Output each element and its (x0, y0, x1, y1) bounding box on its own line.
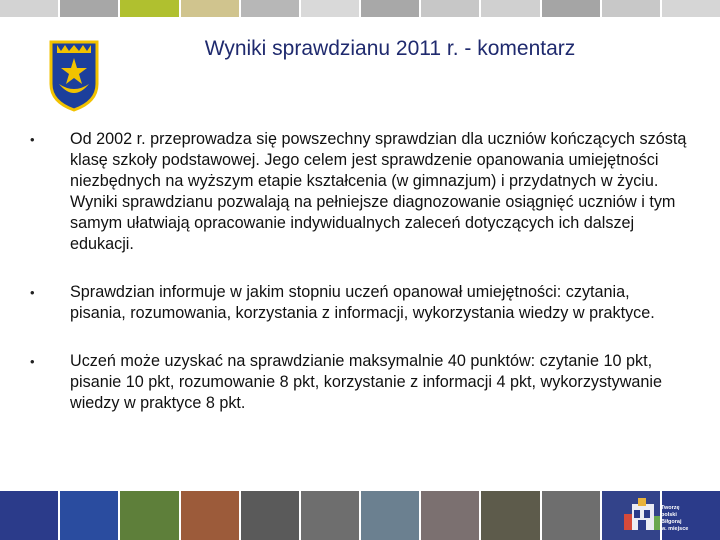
bullet-text: Sprawdzian informuje w jakim stopniu uczeń opanował umiejętności: czytania, pisania, rozumowania, korzystania z informacji, wykorzystania wiedzy w praktyce. (70, 283, 655, 322)
bottom-color-stripe (0, 491, 720, 540)
logo-line: Biłgoraj (661, 519, 682, 525)
stripe-segment (421, 0, 479, 17)
stripe-segment (421, 491, 479, 540)
stripe-segment (120, 491, 178, 540)
stripe-segment (60, 491, 118, 540)
bullet-marker: • (30, 132, 35, 147)
top-color-stripe (0, 0, 720, 17)
stripe-segment (120, 0, 178, 17)
stripe-segment (361, 0, 419, 17)
coat-of-arms-icon (47, 40, 101, 112)
stripe-segment (241, 0, 299, 17)
logo-line: polski (661, 512, 677, 518)
slide-title: Wyniki sprawdzianu 2011 r. - komentarz (204, 37, 576, 60)
stripe-segment (0, 491, 58, 540)
stripe-segment (241, 491, 299, 540)
bullet-marker: • (30, 354, 35, 369)
stripe-segment (602, 0, 660, 17)
stripe-segment (361, 491, 419, 540)
stripe-segment (301, 0, 359, 17)
stripe-segment (301, 491, 359, 540)
stripe-segment (181, 0, 239, 17)
stripe-segment (181, 491, 239, 540)
logo-line: w. miejsce (661, 526, 689, 532)
stripe-segment (662, 0, 720, 17)
bullet-list (28, 129, 688, 414)
logo-text (661, 505, 689, 533)
stripe-segment (481, 0, 539, 17)
stripe-segment (481, 491, 539, 540)
stripe-segment (0, 0, 58, 17)
bullet-marker: • (30, 285, 35, 300)
list-item (28, 351, 688, 414)
stripe-segment (60, 0, 118, 17)
stripe-segment (542, 491, 600, 540)
list-item (28, 129, 688, 255)
logo-line: Tworzę (661, 505, 680, 511)
list-item (28, 282, 688, 324)
bullet-text: Od 2002 r. przeprowadza się powszechny sprawdzian dla uczniów kończących szóstą klasę szkoły podstawowej. Jego celem jest sprawdzenie opanowania umiejętności niezbędnych na wyższym etapie kształcenia (w gimnazjum) i przydatnych w życiu. Wyniki sprawdzianu pozwalają na pełniejsze diagnozowanie osiągnięć uczniów i tym samym ułatwiają opracowanie indywidualnych zaleceń dotyczących ich dalszej edukacji. (70, 130, 687, 253)
bullet-text: Uczeń może uzyskać na sprawdzianie maksymalnie 40 punktów: czytanie 10 pkt, pisanie 10 pkt, rozumowanie 8 pkt, korzystanie z informacji 4 pkt, wykorzystywanie wiedzy w praktyce 8 pkt. (70, 352, 662, 412)
stripe-segment (542, 0, 600, 17)
